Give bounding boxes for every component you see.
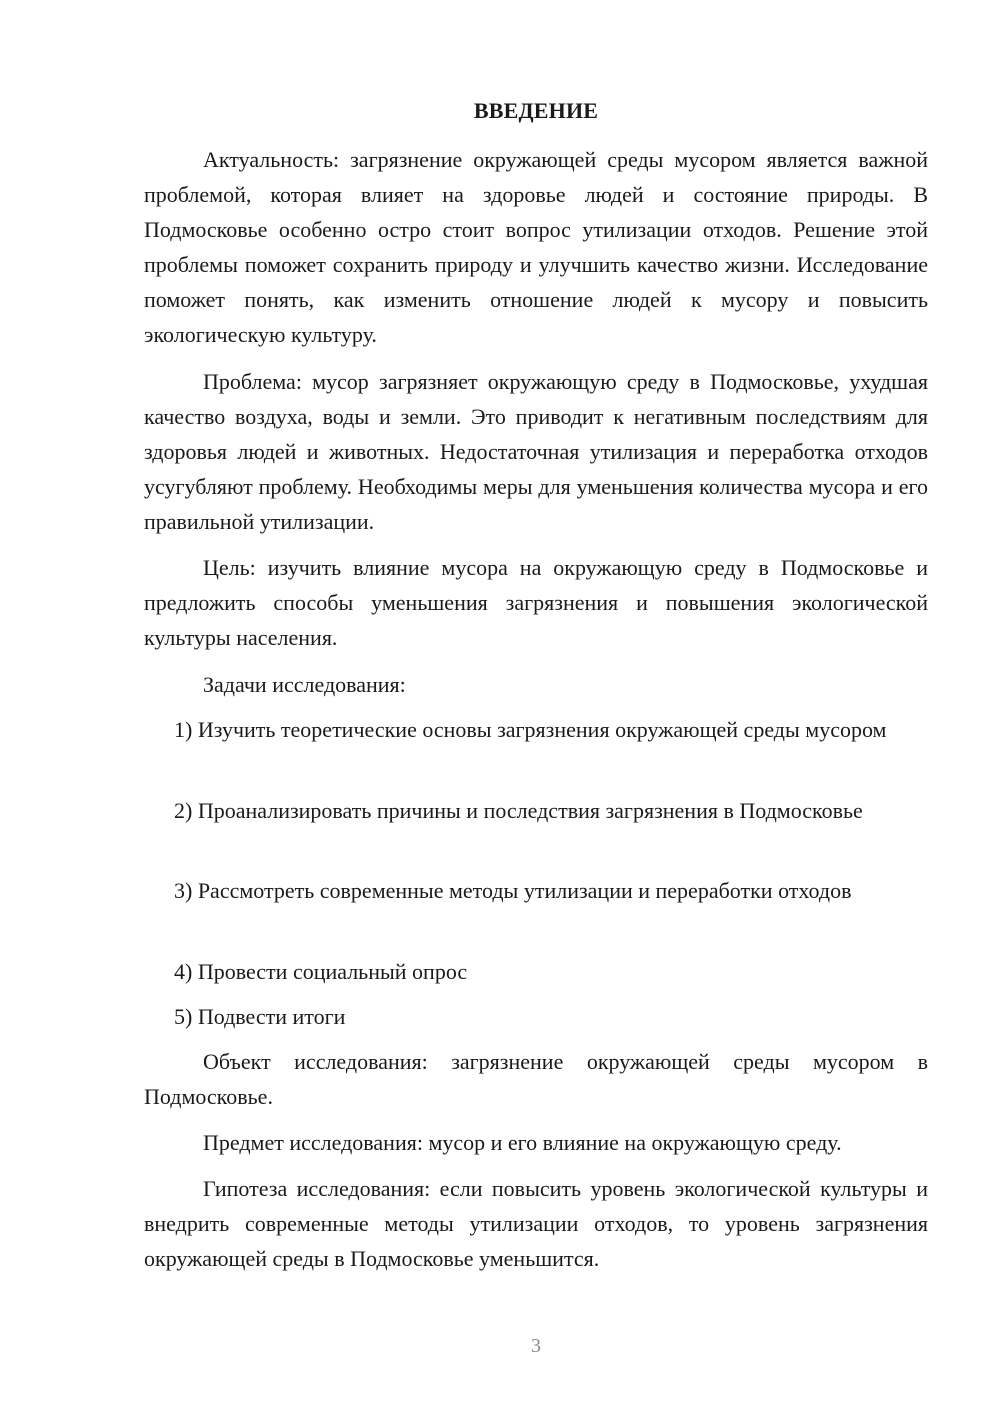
task-item-3: 3) Рассмотреть современные методы утилизации и переработки отходов [174, 878, 852, 903]
task-item-5: 5) Подвести итоги [174, 1004, 346, 1029]
task-item-1: 1) Изучить теоретические основы загрязнения окружающей среды мусором [174, 717, 887, 742]
tasks-heading: Задачи исследования: [203, 672, 406, 697]
hypothesis-paragraph: Гипотеза исследования: если повысить уровень экологической культуры и внедрить современные методы утилизации отходов, то уровень загрязнения окружающей среды в Подмосковье уменьшится. [144, 1176, 928, 1271]
subject-paragraph: Предмет исследования: мусор и его влияние на окружающую среду. [203, 1130, 842, 1155]
task-item-2: 2) Проанализировать причины и последствия загрязнения в Подмосковье [174, 798, 863, 823]
relevance-paragraph: Актуальность: загрязнение окружающей среды мусором является важной проблемой, которая влияет на здоровье людей и состояние природы. В Подмосковье особенно остро стоит вопрос утилизации отходов. Решение этой проблемы поможет сохранить природу и улучшить качество жизни. Исследование поможет понять, как изменить отношение людей к мусору и повысить экологическую культуру. [144, 147, 928, 347]
problem-paragraph: Проблема: мусор загрязняет окружающую среду в Подмосковье, ухудшая качество воздуха, воды и земли. Это приводит к негативным последствиям для здоровья людей и животных. Недостаточная утилизация и переработка отходов усугубляют проблему. Необходимы меры для уменьшения количества мусора и его правильной утилизации. [144, 369, 928, 534]
section-title: ВВЕДЕНИЕ [473, 98, 599, 123]
object-paragraph: Объект исследования: загрязнение окружающей среды мусором в Подмосковье. [144, 1049, 928, 1109]
page-number: 3 [531, 1335, 541, 1357]
task-item-4: 4) Провести социальный опрос [174, 959, 468, 984]
goal-paragraph: Цель: изучить влияние мусора на окружающую среду в Подмосковье и предложить способы уменьшения загрязнения и повышения экологической культуры населения. [144, 555, 928, 650]
